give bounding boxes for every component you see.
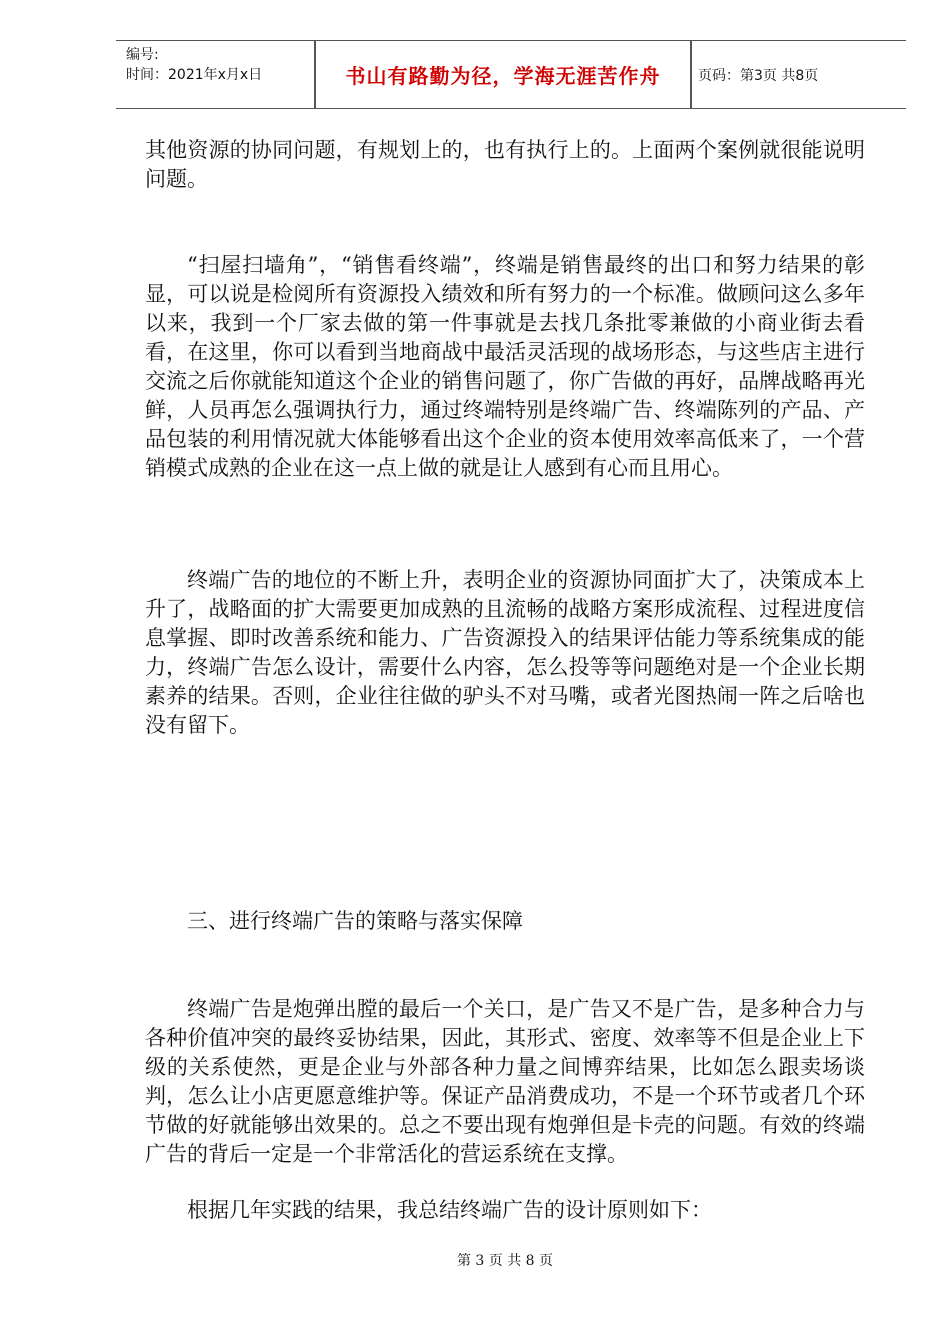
page-footer: 第 3 页 共 8 页 — [456, 1253, 554, 1269]
header-divider — [690, 41, 692, 108]
paragraph-5: 根据几年实践的结果，我总结终端广告的设计原则如下： — [187, 1198, 712, 1222]
document-number-label: 编号: — [126, 47, 159, 63]
paragraph-1: 其他资源的协同问题，有规划上的，也有执行上的。上面两个案例就很能说明问题。 — [145, 138, 865, 191]
header-motto: 书山有路勤为径，学海无涯苦作舟 — [345, 64, 661, 88]
paragraph-2: “扫屋扫墙角”，“销售看终端”，终端是销售最终的出口和努力结果的彰显，可以说是检阅所有资源投入绩效和所有努力的一个标准。做顾问这么多年以来，我到一个厂家去做的第一件事就是去找几条批零兼做的小商业街去看看，在这里，你可以看到当地商战中最活灵活现的战场形态，与这些店主进行交流之后你就能知道这个企业的销售问题了，你广告做的再好，品牌战略再光鲜，人员再怎么强调执行力，通过终端特别是终端广告、终端陈列的产品、产品包装的利用情况就大体能够看出这个企业的资本使用效率高低来了，一个营销模式成熟的企业在这一点上做的就是让人感到有心而且用心。 — [145, 253, 865, 480]
header-meta — [126, 45, 311, 85]
paragraph-4: 终端广告是炮弹出膛的最后一个关口，是广告又不是广告，是多种合力与各种价值冲突的最终妥协结果，因此，其形式、密度、效率等不但是企业上下级的关系使然，更是企业与外部各种力量之间博弈结果，比如怎么跟卖场谈判，怎么让小店更愿意维护等。保证产品消费成功，不是一个环节或者几个环节做的好就能够出效果的。总之不要出现有炮弹但是卡壳的问题。有效的终端广告的背后一定是一个非常活化的营运系统在支撑。 — [145, 997, 865, 1166]
header-page-info: 页码：第3页 共8页 — [698, 67, 819, 84]
document-time-label: 时间：2021年x月x日 — [126, 67, 263, 83]
page-header — [116, 40, 906, 109]
section-heading: 三、进行终端广告的策略与落实保障 — [187, 909, 523, 933]
paragraph-3: 终端广告的地位的不断上升，表明企业的资源协同面扩大了，决策成本上升了，战略面的扩大需要更加成熟的且流畅的战略方案形成流程、过程进度信息掌握、即时改善系统和能力、广告资源投入的结果评估能力等系统集成的能力，终端广告怎么设计，需要什么内容，怎么投等等问题绝对是一个企业长期素养的结果。否则，企业往往做的驴头不对马嘴，或者光图热闹一阵之后啥也没有留下。 — [145, 568, 865, 737]
